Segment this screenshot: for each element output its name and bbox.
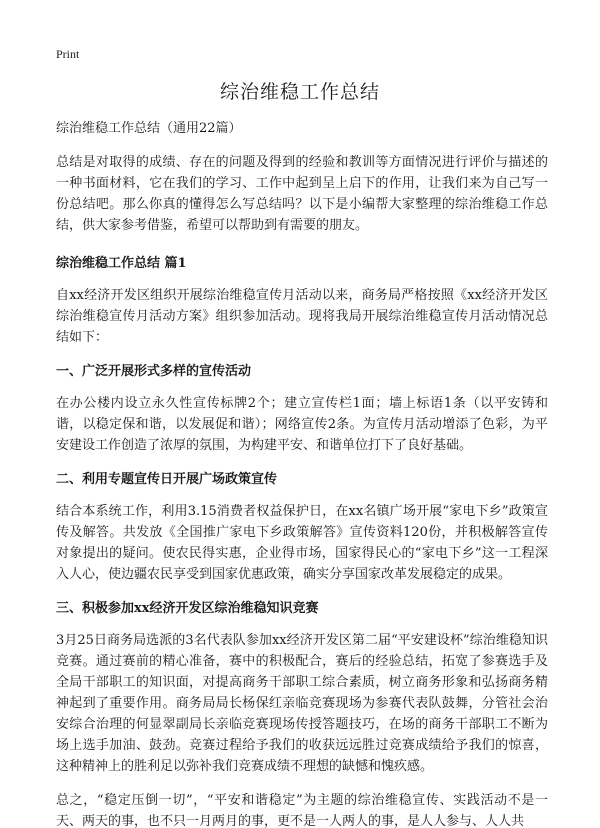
section-intro-paragraph: 自xx经济开发区组织开展综治维稳宣传月活动以来，商务局严格按照《xx经济开发区综治维稳宣传月活动方案》组织参加活动。现将我局开展综治维稳宣传月活动情况总结如下： (56, 288, 548, 345)
item-heading-1: 一、广泛开展形式多样的宣传活动 (56, 364, 252, 379)
document-body (56, 118, 548, 828)
item-paragraph-1: 在办公楼内设立永久性宣传标牌2个；建立宣传栏1面；墙上标语1条（以平安铸和谐，以稳定保和谐，以发展促和谐）；网络宣传2条。为宣传月活动增添了色彩，为平安建设工作创造了浓厚的氛围，为构建平安、和谐单位打下了良好基础。 (56, 396, 548, 453)
item-paragraph-2: 结合本系统工作，利用3.15消费者权益保护日，在xx名镇广场开展“家电下乡”政策宣传及解答。共发放《全国推广家电下乡政策解答》宣传资料120份，并积极解答宣传对象提出的疑问。使农民得实惠，企业得市场，国家得民心的“家电下乡”这一工程深入人心，使边疆农民享受到国家优惠政策，确实分享国家改革发展稳定的成果。 (56, 504, 548, 582)
conclusion-paragraph: 总之，“稳定压倒一切”，“平安和谐稳定”为主题的综治维稳宣传、实践活动不是一天、两天的事，也不只一月两月的事，更不是一人两人的事，是人人参与、人人共 (56, 793, 548, 828)
document-subtitle: 综治维稳工作总结（通用22篇） (56, 121, 242, 136)
section-heading: 综治维稳工作总结 篇1 (56, 256, 187, 271)
print-link[interactable]: Print (56, 47, 80, 61)
intro-paragraph: 总结是对取得的成绩、存在的问题及得到的经验和教训等方面情况进行评价与描述的一种书面材料，它在我们的学习、工作中起到呈上启下的作用，让我们来为自己写一份总结吧。那么你真的懂得怎么写总结吗？以下是小编帮大家整理的综治维稳工作总结，供大家参考借鉴，希望可以帮助到有需要的朋友。 (56, 155, 548, 233)
item-heading-2: 二、利用专题宣传日开展广场政策宣传 (56, 472, 278, 487)
item-heading-3: 三、积极参加xx经济开发区综治维稳知识竞赛 (56, 601, 319, 616)
document-title: 综治维稳工作总结 (219, 81, 380, 103)
item-paragraph-3: 3月25日商务局选派的3名代表队参加xx经济开发区第二届“平安建设杯”综治维稳知识竞赛。通过赛前的精心准备，赛中的积极配合，赛后的经验总结，拓宽了参赛选手及全局干部职工的知识面，对提高商务干部职工综合素质，树立商务形象和弘扬商务精神起到了重要作用。商务局局长杨保红亲临竞赛现场为参赛代表队鼓舞，分管社会治安综合治理的何显翠副局长亲临竞赛现场传授答题技巧，在场的商务干部职工不断为场上选手加油、鼓劲。竞赛过程给予我们的收获远远胜过竞赛成绩给予我们的惊喜，这种精神上的胜利足以弥补我们竞赛成绩不理想的缺憾和愧疚感。 (56, 633, 548, 774)
